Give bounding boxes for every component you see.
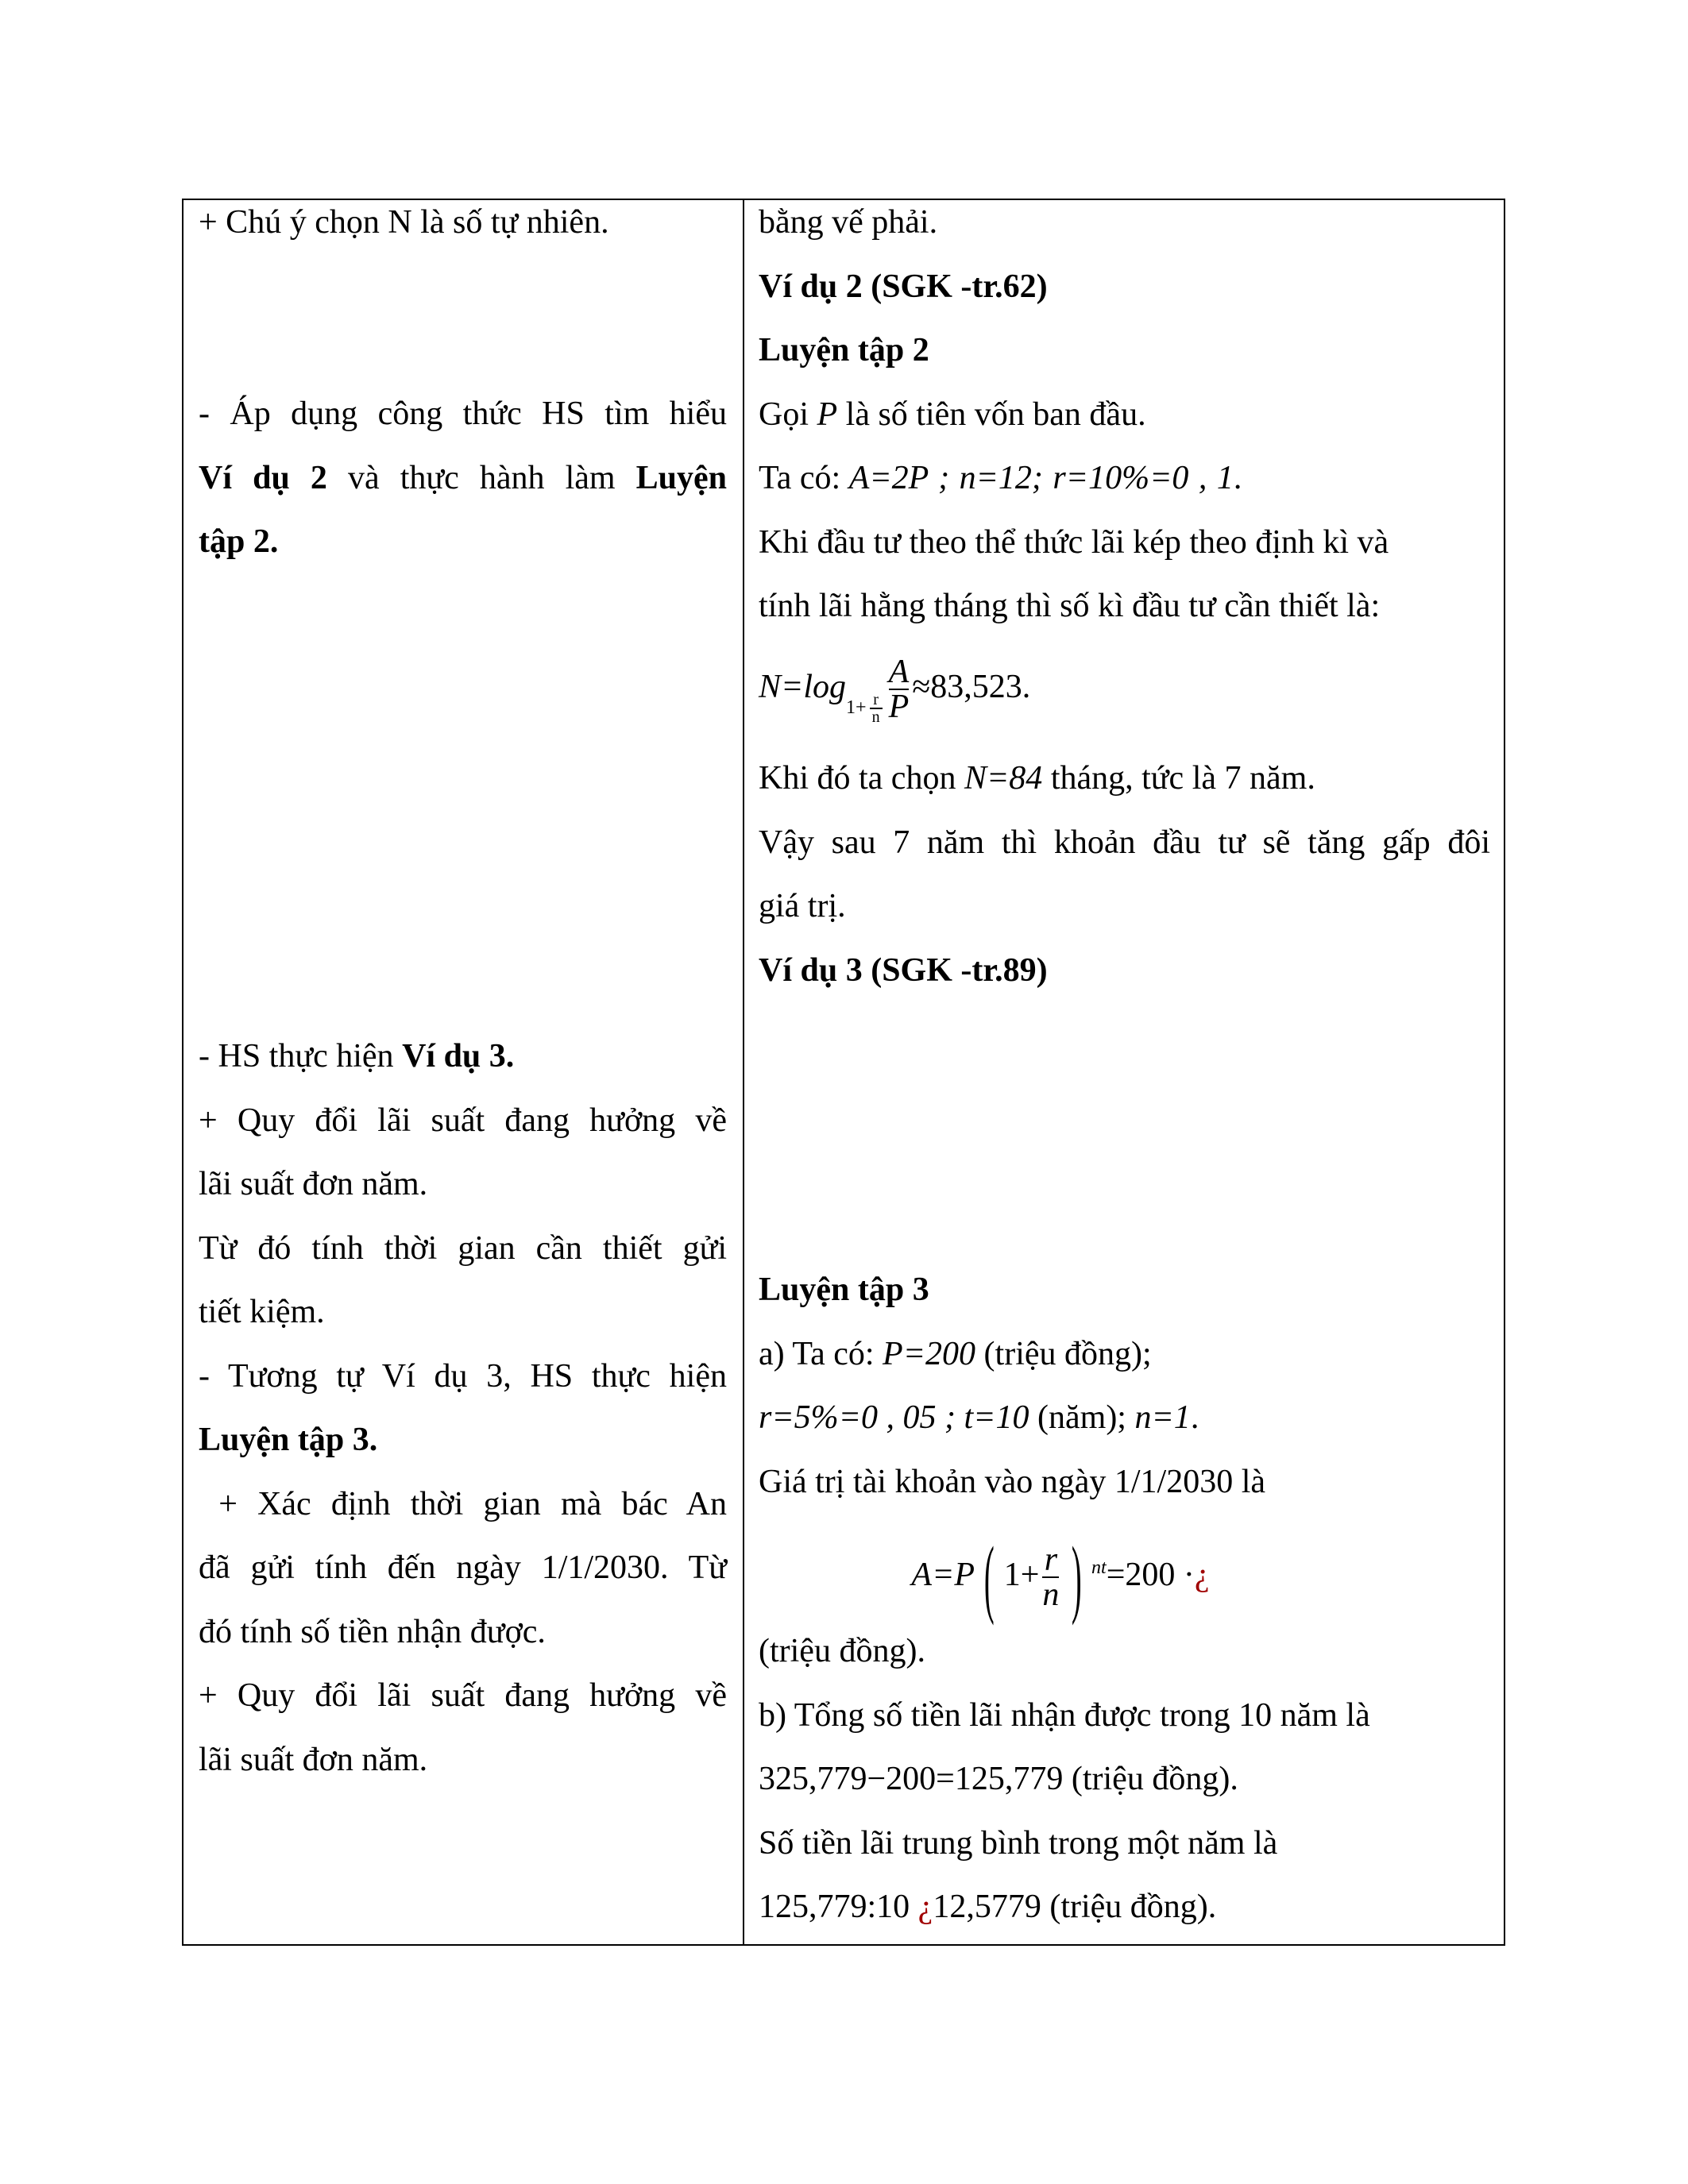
text-line: bằng vế phải. [759, 204, 938, 241]
fraction-den: P [888, 689, 910, 726]
text: (triệu đồng); [975, 1335, 1152, 1372]
math-var: P [817, 396, 838, 433]
math-expression: N=log [759, 669, 847, 705]
text: Giá trị tài khoản vào ngày [759, 1463, 1114, 1500]
text: Gọi [759, 396, 817, 433]
broken-glyph: ¿ [917, 1889, 933, 1925]
formula-log: $N=\log_{1+ \frac{r}{n}}$ $\frac{A}{P}$ ≈83,523. [759, 654, 1031, 727]
log-base [846, 691, 886, 727]
heading-example-2: Ví dụ 2 (SGK -tr.62) [759, 268, 1048, 305]
math-expression: 325,779−200=125,779 [759, 1761, 1064, 1797]
math-expression: A=P [911, 1557, 975, 1593]
heading-practice-2: Luyện tập 2 [759, 332, 929, 369]
fraction-den: n [871, 708, 880, 727]
text-line [759, 1450, 1490, 1515]
fraction-num: r [1042, 1543, 1059, 1578]
text-line: giá trị. [759, 888, 846, 924]
math-expression: n=1 [1134, 1399, 1191, 1436]
text-line: Khi đầu tư theo thể thức lãi kép theo định kì và [759, 523, 1389, 561]
note-text: + Chú ý chọn N là số tự nhiên. [199, 204, 609, 241]
text-line: (triệu đồng). [759, 1633, 925, 1669]
bold-text: Ví dụ 2 [199, 459, 327, 496]
text-line: Vậy sau 7 năm thì khoản đầu tư sẽ tăng gấp đôi [759, 824, 1490, 861]
heading-example-3: Ví dụ 3 (SGK -tr.89) [759, 951, 1048, 989]
math-expression: N=84 [964, 760, 1043, 797]
text-line [759, 1322, 1490, 1387]
math-result: 12,5779 [933, 1889, 1041, 1925]
date: 1/1/2030 [1114, 1463, 1234, 1500]
text: 1+ [1003, 1557, 1040, 1593]
text-line: + Quy đổi lãi suất đang hưởng về [199, 1677, 727, 1714]
text: - HS thực hiện [199, 1038, 403, 1075]
fraction-den: n [1042, 1576, 1060, 1614]
math-result: ≈83,523 [912, 669, 1022, 705]
math-result: =200 · [1106, 1557, 1195, 1593]
formula-compound [759, 1520, 1362, 1626]
text-line [199, 1024, 727, 1089]
bold-text: Ví dụ 3. [402, 1038, 515, 1075]
column-divider [743, 199, 744, 1946]
broken-glyph: ¿ [1194, 1557, 1210, 1593]
text-line: b) Tổng số tiền lãi nhận được trong 10 năm là [759, 1696, 1370, 1734]
right-block-part-b [759, 1619, 1490, 1939]
left-block-example3 [199, 1024, 727, 1792]
math-expression: r=5%=0 , 05 ; t=10 [759, 1399, 1029, 1436]
text-line: đó tính số tiền nhận được. [199, 1613, 546, 1650]
math-expression: 125,779:10 [759, 1889, 918, 1925]
bold-text: tập 2. [199, 523, 279, 560]
text-line [759, 1875, 1490, 1939]
text-line: Từ đó tính thời gian cần thiết gửi [199, 1229, 727, 1267]
exponent: nt [1091, 1557, 1107, 1578]
right-paren: ) [1072, 1529, 1083, 1626]
text: a) Ta có: [759, 1335, 883, 1372]
text-line: - Tương tự Ví dụ 3, HS thực hiện [199, 1357, 727, 1395]
fraction-num: A [888, 654, 910, 691]
text-line: + Quy đổi lãi suất đang hưởng về [199, 1102, 727, 1139]
text-line [759, 1747, 1490, 1812]
text: 1+ [846, 697, 867, 718]
text: (năm); [1029, 1399, 1135, 1436]
math-expression: A=2P ; n=12; r=10%=0 , 1 [848, 460, 1234, 496]
left-paren: ( [983, 1529, 995, 1626]
text-line: + Xác định thời gian mà bác An [199, 1485, 727, 1522]
text: (triệu đồng). [1063, 1761, 1238, 1797]
text-line: tính lãi hằng tháng thì số kì đầu tư cần thiết là: [759, 588, 1381, 624]
heading-practice-3: Luyện tập 3 [759, 1271, 929, 1308]
right-block-example2 [759, 191, 1490, 639]
text-line: tiết kiệm. [199, 1294, 325, 1330]
text: và thực hành làm [326, 459, 636, 496]
text-line: Số tiền lãi trung bình trong một năm là [759, 1824, 1278, 1862]
bold-text: Luyện tập 3. [199, 1422, 378, 1458]
text-line [199, 1408, 727, 1472]
text-line [759, 747, 1490, 811]
bold-text: Luyện [635, 459, 728, 496]
text-line: đã gửi tính đến ngày 1/1/2030. Từ [199, 1549, 727, 1586]
text-line: Ta có: A=2P ; n=12; r=10%=0 , 1. [759, 460, 1242, 496]
fraction-num: r [870, 692, 883, 709]
text: là số tiên vốn ban đầu. [837, 396, 1146, 433]
text: Khi đó ta chọn [759, 760, 964, 797]
text: (triệu đồng). [1041, 1889, 1217, 1925]
text: tháng, tức là 7 năm. [1042, 760, 1315, 797]
right-block-conclusion [759, 747, 1490, 1002]
text-line: lãi suất đơn năm. [199, 1166, 428, 1202]
text: Ta có: [759, 460, 849, 496]
math-expression: P=200 [883, 1335, 976, 1372]
left-block-example2 [199, 382, 727, 574]
text-line: lãi suất đơn năm. [199, 1741, 428, 1778]
text-line [199, 510, 727, 574]
right-block-practice3 [759, 1258, 1490, 1514]
text-line [759, 383, 1490, 447]
text-line [199, 446, 727, 511]
left-note [199, 191, 727, 255]
text: là [1233, 1463, 1266, 1500]
text-line: - Áp dụng công thức HS tìm hiểu [199, 396, 727, 432]
text-line: r=5%=0 , 05 ; t=10 (năm); n=1. [759, 1399, 1199, 1436]
